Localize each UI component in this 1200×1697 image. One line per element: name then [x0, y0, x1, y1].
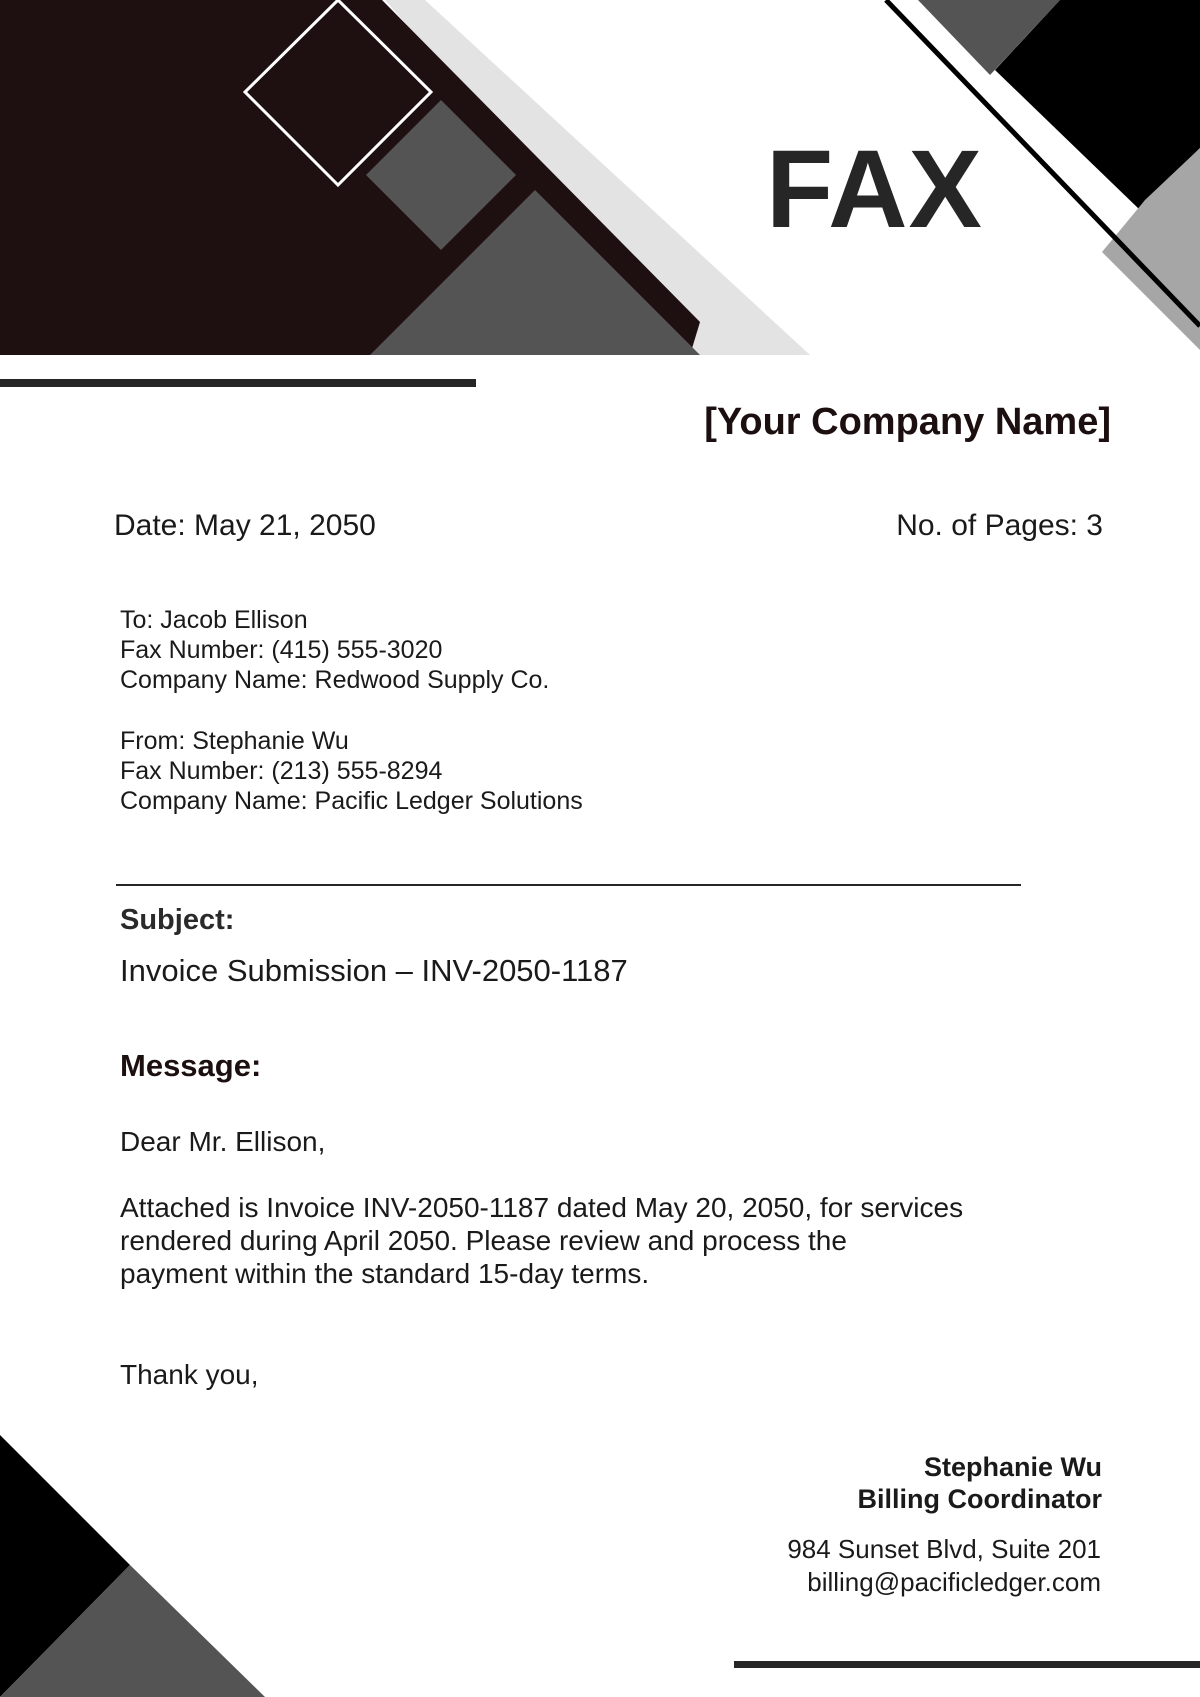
signature-name: Stephanie Wu: [923, 1452, 1102, 1482]
message-body-line: rendered during April 2050. Please review and process the: [120, 1225, 847, 1256]
recipient-company: Company Name: Redwood Supply Co.: [120, 666, 550, 694]
recipient-fax: Fax Number: (415) 555-3020: [120, 636, 443, 664]
sender-company: Company Name: Pacific Ledger Solutions: [120, 787, 583, 815]
bottom-right-rule: [734, 1661, 1200, 1668]
sender-fax: Fax Number: (213) 555-8294: [120, 757, 443, 785]
company-name: [Your Company Name]: [704, 401, 1111, 443]
recipient-name: To: Jacob Ellison: [120, 606, 308, 634]
page-count: No. of Pages: 3: [896, 509, 1103, 542]
fax-date: Date: May 21, 2050: [114, 509, 376, 542]
message-greeting: Dear Mr. Ellison,: [120, 1126, 326, 1157]
message-body-line: Attached is Invoice INV-2050-1187 dated May 20, 2050, for services: [120, 1192, 964, 1223]
signature-address: 984 Sunset Blvd, Suite 201: [787, 1534, 1101, 1564]
signature-title: Billing Coordinator: [857, 1484, 1102, 1514]
fax-title: FAX: [766, 128, 983, 251]
message-body-line: payment within the standard 15-day terms.: [120, 1258, 650, 1289]
sender-name: From: Stephanie Wu: [120, 727, 349, 755]
message-label: Message:: [120, 1048, 262, 1083]
signature-email[interactable]: billing@pacificledger.com: [807, 1567, 1101, 1597]
subject-value: Invoice Submission – INV-2050-1187: [120, 953, 628, 988]
message-closing: Thank you,: [120, 1359, 259, 1390]
subject-label: Subject:: [120, 904, 235, 936]
section-divider: [116, 884, 1021, 886]
top-left-rule: [0, 379, 476, 387]
